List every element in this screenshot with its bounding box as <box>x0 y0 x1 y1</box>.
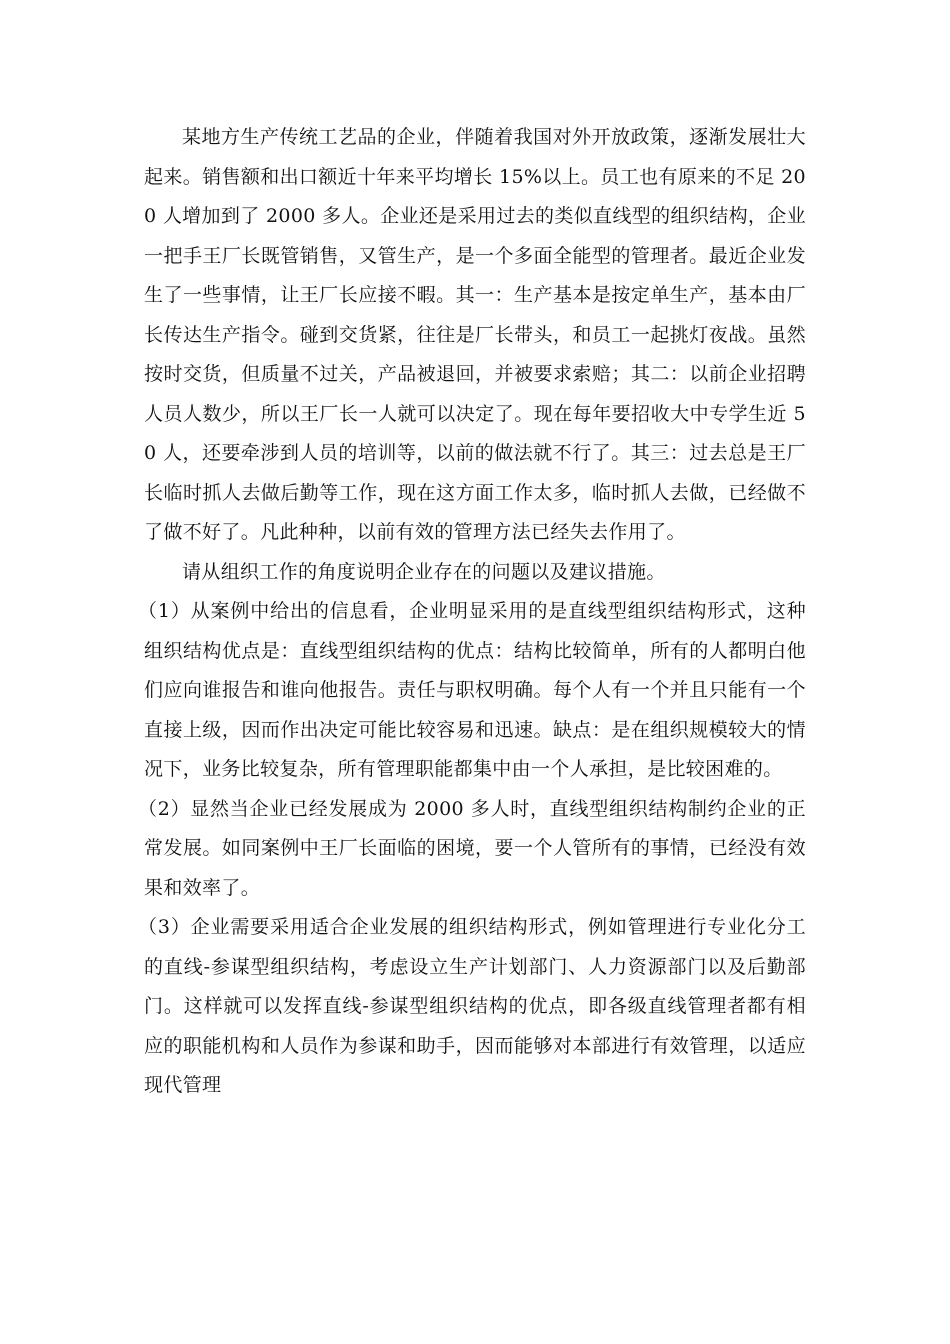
case-paragraph: 某地方生产传统工艺品的企业，伴随着我国对外开放政策，逐渐发展壮大起来。销售额和出口额近十年来平均增长 15%以上。员工也有原来的不足 200 人增加到了 2000 多人。企业还是采用过去的类似直线型的组织结构，企业一把手王厂长既管销售，又管生产，是一个多面全能型的管理者。最近企业发生了一些事情，让王厂长应接不暇。其一：生产基本是按定单生产，基本由厂长传达生产指令。碰到交货紧，往往是厂长带头，和员工一起挑灯夜战。虽然按时交货，但质量不过关，产品被退回，并被要求索赔；其二：以前企业招聘人员人数少，所以王厂长一人就可以决定了。现在每年要招收大中专学生近 50 人，还要牵涉到人员的培训等，以前的做法就不行了。其三：过去总是王厂长临时抓人去做后勤等工作，现在这方面工作太多，临时抓人去做，已经做不了做不好了。凡此种种，以前有效的管理方法已经失去作用了。 <box>144 126 806 543</box>
question-paragraph: 请从组织工作的角度说明企业存在的问题以及建议措施。 <box>182 560 666 583</box>
answer-item-1: （1）从案例中给出的信息看，企业明显采用的是直线型组织结构形式，这种组织结构优点是：直线型组织结构的优点：结构比较简单，所有的人都明白他们应向谁报告和谁向他报告。责任与职权明确。每个人有一个并且只能有一个直接上级，因而作出决定可能比较容易和迅速。缺点：是在组织规模较大的情况下，业务比较复杂，所有管理职能都集中由一个人承担，是比较困难的。 <box>138 600 806 780</box>
answer-item-3: （3）企业需要采用适合企业发展的组织结构形式，例如管理进行专业化分工的直线-参谋型组织结构，考虑设立生产计划部门、人力资源部门以及后勤部门。这样就可以发挥直线-参谋型组织结构的优点，即各级直线管理者都有相应的职能机构和人员作为参谋和助手，因而能够对本部进行有效管理，以适应现代管理 <box>138 916 806 1096</box>
answer-item-2: （2）显然当企业已经发展成为 2000 多人时，直线型组织结构制约企业的正常发展。如同案例中王厂长面临的困境，要一个人管所有的事情，已经没有效果和效率了。 <box>138 797 806 899</box>
